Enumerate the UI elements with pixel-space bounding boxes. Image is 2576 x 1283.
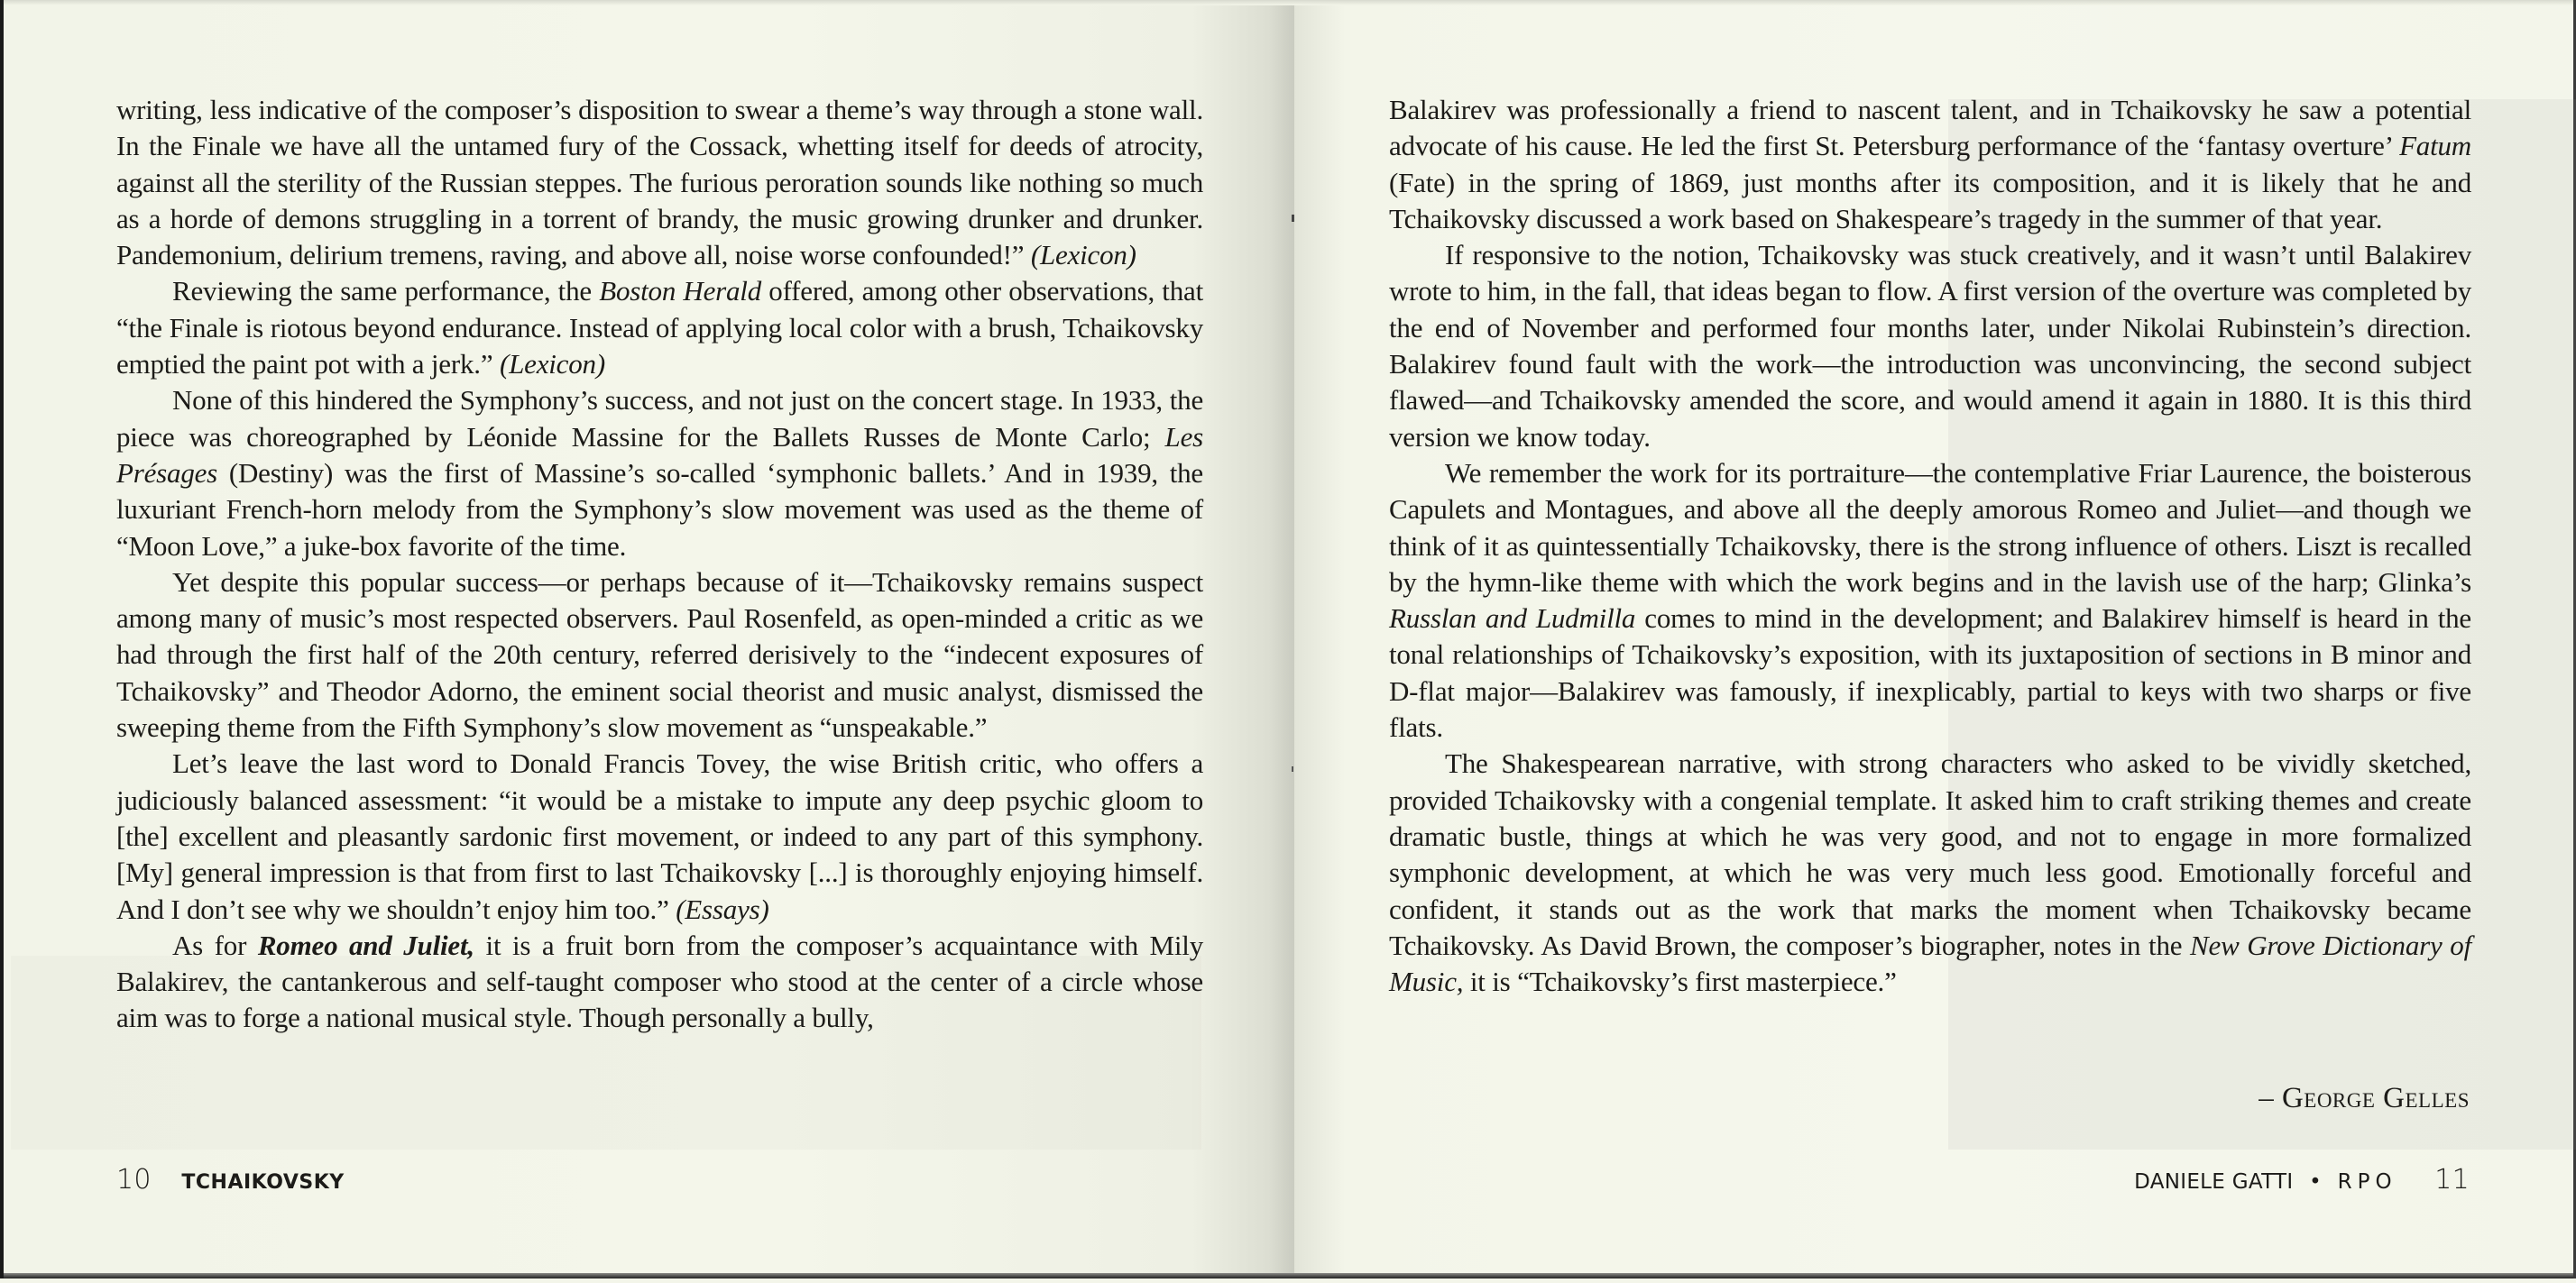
italic-title: Russlan and Ludmilla [1389, 602, 1636, 635]
paragraph-text: (Fate) in the spring of 1869, just months after its composition, and it is likely that he and Tchaikovsky discussed a work based on Shakespeare’s tragedy in the summer of that year. [1389, 166, 2471, 234]
spine-staple-mark [1292, 766, 1293, 772]
bold-italic-title: Romeo and Juliet, [257, 929, 474, 961]
running-head: TCHAIKOVSKY [181, 1171, 345, 1194]
author-attribution: – George Gelles [2259, 1082, 2470, 1114]
page-bottom-edge [1294, 1273, 2573, 1278]
italic-title: (Essays) [676, 893, 769, 925]
bullet-separator: • [2309, 1170, 2322, 1194]
paragraph [116, 382, 1203, 564]
page-bottom-edge [4, 1273, 1294, 1278]
paragraph-text: The Shakespearean narrative, with strong characters who asked to be vividly sketched, provided Tchaikovsky with a congenial template. It asked him to craft striking themes and create dramatic bustle, things at which he was very good, and not to engage in more formalized symphonic development, at which he was very much less good. Emotionally forceful and confident, it stands out as the work that marks the moment when Tchaikovsky became Tchaikovsky. As David Brown, the composer’s biographer, notes in the [1389, 747, 2471, 961]
paragraph [1389, 455, 2471, 746]
page-number: 11 [2434, 1164, 2470, 1196]
spine-staple-mark [1292, 215, 1294, 222]
page-number: 10 [116, 1164, 152, 1196]
paragraph-text: None of this hindered the Symphony’s success, and not just on the concert stage. In 1933, the piece was choreographed by Léonide Massine for the Ballets Russes de Monte Carlo; [116, 384, 1203, 453]
italic-title: (Lexicon) [1030, 239, 1136, 271]
paragraph [1389, 92, 2471, 237]
paragraph-text: it is a fruit born from the composer’s acquaintance with Mily Balakirev, the cantankerous and self-taught composer who stood at the center of a circle whose aim was to forge a national musical style. Though personally a bully, [116, 929, 1203, 1034]
paragraph [116, 564, 1203, 746]
right-page-body [1389, 92, 2471, 1000]
left-page-body [116, 92, 1203, 1037]
paragraph [1389, 746, 2471, 1000]
left-page-footer [116, 1164, 345, 1196]
paragraph [116, 928, 1203, 1037]
page-top-edge [1294, 0, 2573, 5]
paragraph-text: comes to mind in the development; and Balakirev himself is heard in the tonal relationships of Tchaikovsky’s exposition, with its juxtaposition of sections in B minor and D-flat major—Balakirev was famously, if inexplicably, partial to keys with two sharps or five flats. [1389, 602, 2471, 744]
paragraph [116, 92, 1203, 273]
paragraph-text: Yet despite this popular success—or perhaps because of it—Tchaikovsky remains suspect among many of music’s most respected observers. Paul Rosenfeld, as open-minded a critic as we had through the first half of the 20th century, referred derisively to the “indecent exposures of Tchaikovsky” and Theodor Adorno, the eminent social theorist and music analyst, dismissed the sweeping theme from the Fifth Symphony’s slow movement as “unspeakable.” [116, 565, 1203, 744]
paragraph-text: If responsive to the notion, Tchaikovsky was stuck creatively, and it wasn’t until Balakirev wrote to him, in the fall, that ideas began to flow. A first version of the overture was completed by the end of November and performed four months later, under Nikolai Rubinstein’s direction. Balakirev found fault with the work—the introduction was unconvincing, the second subject flawed—and Tchaikovsky amended the score, and would amend it again in 1880. It is this third version we know today. [1389, 239, 2471, 453]
paragraph-text: writing, less indicative of the composer’s disposition to swear a theme’s way through a stone wall. In the Finale we have all the untamed fury of the Cossack, whetting itself for deeds of atrocity, against all the sterility of the Russian steppes. The furious peroration sounds like nothing so much as a horde of demons struggling in a torrent of brandy, the music growing drunker and drunker. Pandemonium, delirium tremens, raving, and above all, noise worse confounded!” [116, 94, 1203, 271]
paragraph-text: As for [172, 929, 258, 961]
italic-title: (Lexicon) [499, 348, 605, 380]
paragraph-text: (Destiny) was the first of Massine’s so-called ‘symphonic ballets.’ And in 1939, the luxuriant French-horn melody from the Symphony’s slow movement was used as the theme of “Moon Love,” a juke-box favorite of the time. [116, 456, 1203, 562]
paragraph-text: Balakirev was professionally a friend to nascent talent, and in Tchaikovsky he saw a potential advocate of his cause. He led the first St. Petersburg performance of the ‘fantasy overture’ [1389, 94, 2471, 162]
italic-title: Boston Herald [599, 275, 762, 307]
running-head-orchestra: RPO [2337, 1170, 2397, 1194]
paragraph [116, 746, 1203, 927]
italic-title: Les Présages [116, 420, 1203, 489]
italic-title: Fatum [2399, 130, 2471, 162]
right-page-footer [2134, 1164, 2470, 1196]
italic-title: New Grove Dictionary of Music, [1389, 929, 2471, 998]
paragraph-text: offered, among other observations, that “the Finale is riotous beyond endurance. Instead of applying local color with a brush, Tchaikovsky emptied the paint pot with a jerk.” [116, 275, 1203, 380]
paragraph-text: Let’s leave the last word to Donald Francis Tovey, the wise British critic, who offers a judiciously balanced assessment: “it would be a mistake to impute any deep psychic gloom to [the] excellent and pleasantly sardonic first movement, or indeed to any part of this symphony. [My] general impression is that from first to last Tchaikovsky [...] is thoroughly enjoying himself. And I don’t see why we shouldn’t enjoy him too.” [116, 747, 1203, 925]
paragraph-text: it is “Tchaikovsky’s first masterpiece.” [1463, 966, 1897, 998]
right-page [1294, 0, 2576, 1278]
paragraph [1389, 237, 2471, 455]
paragraph-text: We remember the work for its portraiture—the contemplative Friar Laurence, the boisterous Capulets and Montagues, and above all the deeply amorous Romeo and Juliet—and though we think of it as quintessentially Tchaikovsky, there is the strong influence of others. Liszt is recalled by the hymn-like theme with which the work begins and in the lavish use of the harp; Glinka’s [1389, 456, 2471, 598]
page-top-edge [4, 0, 1294, 5]
paragraph [116, 273, 1203, 382]
paragraph-text: Reviewing the same performance, the [172, 275, 600, 307]
running-head-conductor: DANIELE GATTI [2134, 1170, 2294, 1194]
